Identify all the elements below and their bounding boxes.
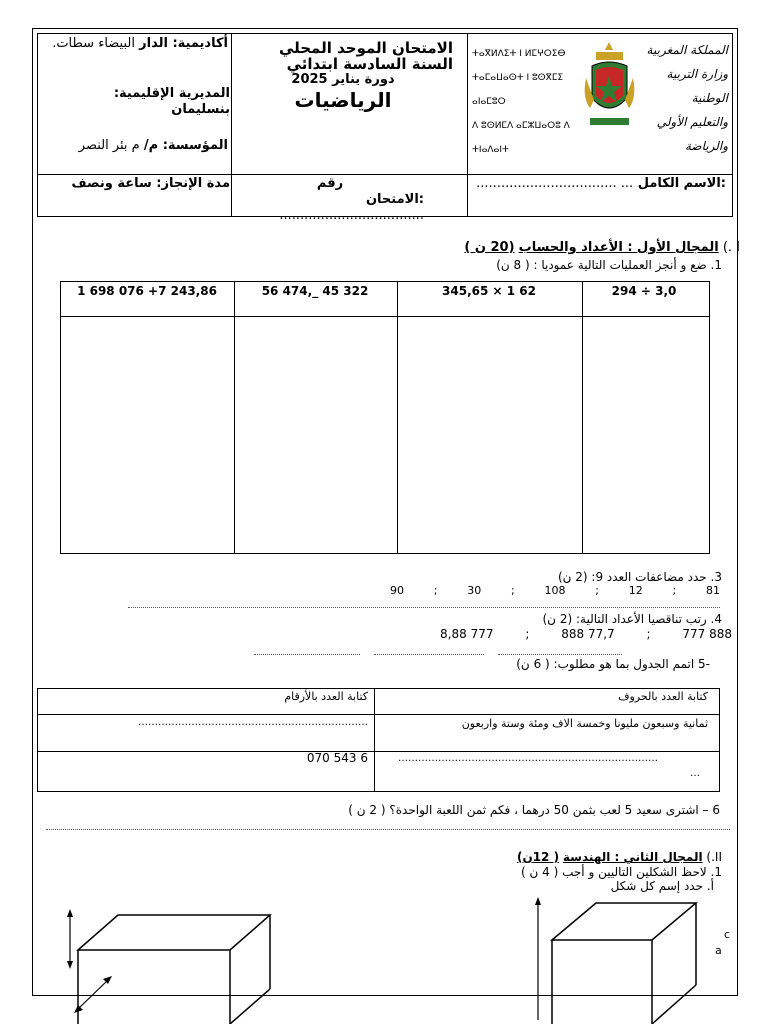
q6-points: ( 2 ن ) (348, 803, 386, 817)
exam-title-line2: السنة السادسة ابتدائي (286, 55, 453, 73)
full-name-field (470, 176, 726, 191)
table-cell-words-1: ثمانية وسبعون مليونا وخمسة الاف ومئة وستة واربعون (461, 717, 708, 730)
q4-answer-slot[interactable] (498, 654, 622, 655)
exam-number-dots: ................................... (279, 208, 424, 223)
q3-value: 90 (390, 584, 404, 597)
section1-heading: المجال الأول : الأعداد والحساب (518, 240, 719, 255)
s2-qa-number: أ. (706, 879, 714, 893)
ministry-tifinagh-line1: ⵜⴰⴳⵍⴷⵉⵜ ⵏ ⵍⵎⵖⵔⵉⴱ (472, 49, 566, 59)
q4-points: (2 ن) (542, 612, 573, 626)
q1-number: 1. (710, 258, 722, 272)
exam-number-field (236, 176, 424, 224)
q4-text: رتب تناقصيا الأعداد التالية: (575, 612, 707, 626)
operation-division: 294 ÷ 3,0 (611, 284, 677, 298)
q4-value: 77,7 888 (561, 627, 615, 641)
q3-line (380, 570, 722, 584)
table-header-words: كتابة العدد بالحروف (618, 690, 708, 703)
section1-title (380, 240, 740, 255)
duration-label: مدة الإنجاز: ساعة ونصف (71, 176, 230, 191)
section2-points: ( 12ن) (516, 850, 560, 864)
q4-number: 4. (710, 612, 722, 626)
table-cell-words-2[interactable]: …………………………………………………………………… (398, 753, 658, 764)
q3-values (390, 584, 720, 597)
exam-number-label: رقم (316, 176, 344, 191)
cube-shape (528, 895, 708, 1024)
ministry-arabic-line1: المملكة المغربية (646, 43, 728, 57)
q5-number: -5 (698, 657, 710, 671)
s2-q1-text: لاحظ الشكلين التاليين و أجب (562, 865, 707, 879)
q4-values (440, 627, 732, 641)
s2-qa-line (380, 879, 714, 893)
ministry-arabic-line3: والتعليم الأولي والرياضة (656, 115, 728, 153)
table-cell-digits-1[interactable]: …………………………………………………………… (138, 717, 368, 728)
ministry-arabic (636, 38, 728, 158)
s2-q1-number: 1. (710, 865, 722, 879)
q3-value: 30 (467, 584, 482, 597)
shape-label-a: a (715, 944, 722, 957)
exam-title-line1: الامتحان الموحد المحلي (278, 39, 453, 57)
q3-separator: ; (433, 584, 438, 597)
full-name-label: :الاسم الكامل (637, 176, 726, 191)
q4-line (380, 612, 722, 626)
operation-addition: 1 698 076 +7 243,86 (77, 284, 217, 298)
section2-heading: المجال الثاني : الهندسة (562, 850, 703, 864)
s2-q1-line (380, 865, 722, 879)
exam-subject: الرياضيات (294, 88, 392, 112)
exam-number-label2: :الامتحان (365, 192, 424, 207)
ministry-arabic-line2: وزارة التربية الوطنية (666, 67, 728, 105)
ministry-tifinagh-line3: ⴷ ⵓⵙⵍⵎⴷ ⴰⵎⵣⵡⴰⵔⵓ ⴷ ⵜⵏⴰⴷⴰⵏⵜ (472, 121, 570, 155)
operation-multiplication: 345,65 × 1 62 (442, 284, 536, 298)
q3-value: 12 (628, 584, 643, 597)
exam-title (233, 40, 453, 112)
rectangular-prism-shape (60, 905, 280, 1024)
academy-block (42, 36, 228, 52)
operation-subtraction: 56 474,_ 45 322 (261, 284, 369, 298)
q3-number: 3. (710, 570, 722, 584)
q3-text: حدد مضاعفات العدد 9: (591, 570, 707, 584)
q1-points: : ( 8 ن) (496, 258, 538, 272)
institution-value: م بئر النصر (78, 138, 140, 153)
q1-text: ضع و أنجز العمليات التالية عموديا (541, 258, 707, 272)
directorate-value: بنسليمان (171, 102, 230, 117)
section2-title (380, 850, 722, 864)
operations-table (60, 281, 710, 554)
q5-text: اتمم الجدول بما هو مطلوب: (553, 657, 695, 671)
full-name-dots: ... .................................. (476, 176, 634, 191)
directorate-label: المديرية الإقليمية: (113, 86, 230, 101)
directorate-block (42, 86, 230, 118)
s2-qa-text: حدد إسم كل شكل (610, 879, 704, 893)
q4-separator: ; (525, 627, 530, 641)
q5-line (380, 657, 710, 671)
q4-answer-slot[interactable] (254, 654, 360, 655)
q6-text: 6 – اشترى سعيد 5 لعب بثمن 50 درهما ، فكم ثمن اللعبة الواحدة؟ (389, 803, 720, 817)
table-cell-digits-2: 6 543 070 (306, 751, 368, 765)
academy-value: البيضاء سطات. (52, 36, 135, 51)
institution-label: المؤسسة: م/ (143, 138, 228, 153)
q3-separator: ; (511, 584, 515, 597)
q4-answer-slot[interactable] (374, 654, 484, 655)
q3-separator: ; (672, 584, 677, 597)
number-writing-table (37, 688, 720, 792)
section2-roman: II.) (706, 850, 722, 864)
q3-value: 108 (544, 584, 566, 597)
q4-value: 777 8,88 (440, 627, 494, 641)
section1-points: (20 ن ) (464, 240, 515, 255)
q4-separator: ; (646, 627, 651, 641)
q3-points: (2 ن) (557, 570, 588, 584)
q6-answer-line[interactable] (46, 829, 730, 830)
q5-points: ( 6 ن) (516, 657, 550, 671)
table-cell-words-2-continued: … (690, 768, 700, 779)
section1-roman: I .) (722, 240, 740, 255)
q1-line (380, 258, 722, 272)
q3-answer-line[interactable] (128, 607, 720, 608)
q6-line (290, 803, 720, 817)
q3-separator: ; (595, 584, 599, 597)
ministry-tifinagh-line2: ⵜⴰⵎⴰⵡⴰⵙⵜ ⵏ ⵓⵙⴳⵎⵉ ⴰⵏⴰⵎⵓⵔ (472, 73, 564, 107)
exam-session: دورة يناير 2025 (291, 72, 395, 87)
academy-label: أكاديمية: الدار (139, 36, 228, 51)
shape-label-c: c (724, 928, 731, 941)
ministry-tifinagh (472, 42, 582, 162)
s2-q1-points: ( 4 ن ) (521, 865, 559, 879)
q4-value: 888 777 (682, 627, 732, 641)
q3-value: 81 (706, 584, 720, 597)
institution-block (42, 138, 228, 154)
table-header-digits: كتابة العدد بالأرقام (284, 690, 368, 703)
kingdom-emblem-icon (582, 38, 637, 133)
